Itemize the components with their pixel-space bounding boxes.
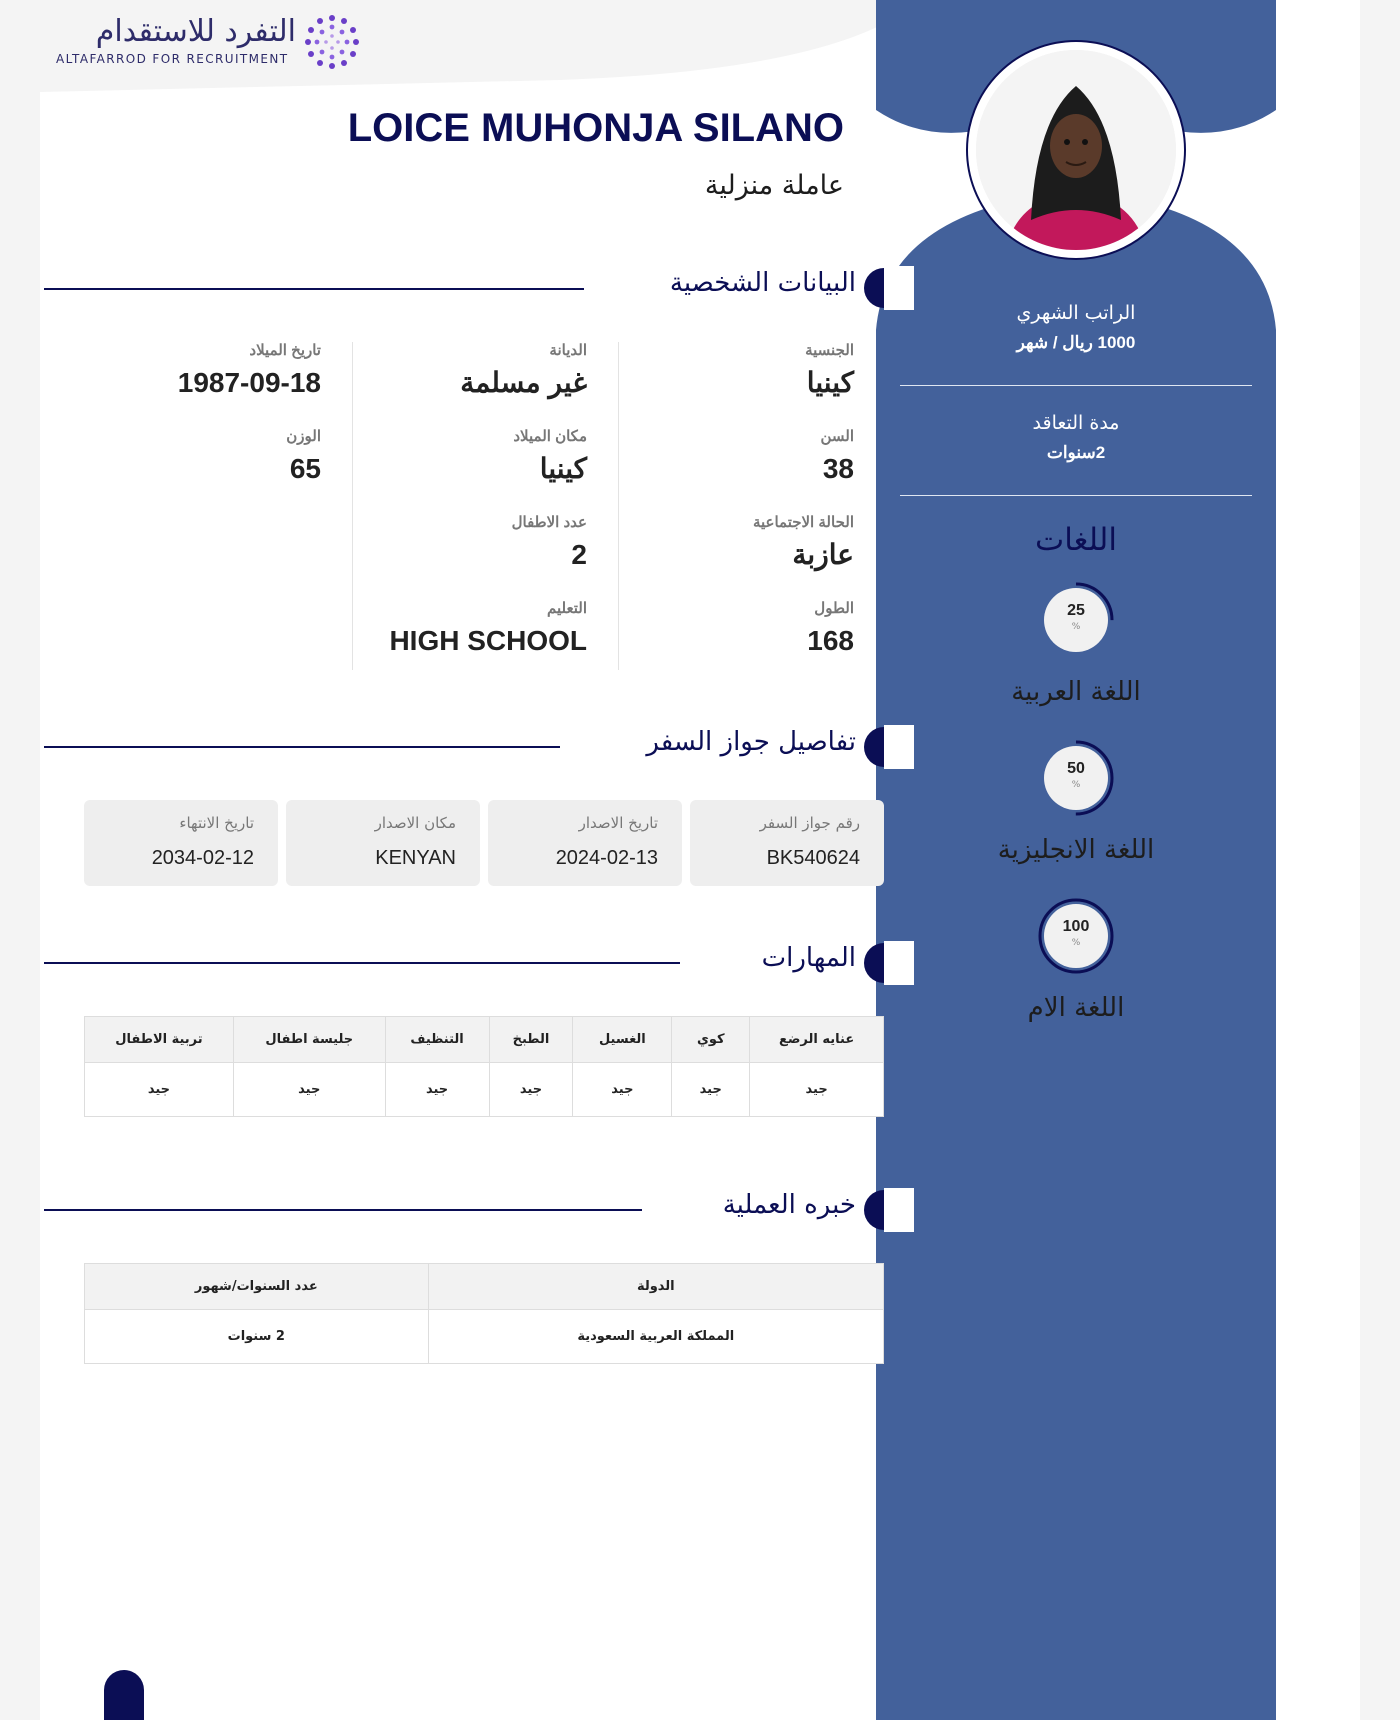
- passport-card: [488, 800, 682, 886]
- passport-value: 2034-02-12: [151, 847, 254, 869]
- field-value: كينيا: [806, 367, 854, 398]
- table-cell: جيد: [672, 1063, 750, 1117]
- field-label: مكان الميلاد: [513, 428, 587, 445]
- field-label: السن: [820, 428, 854, 445]
- section-line: [44, 288, 584, 290]
- table-cell: جيد: [385, 1063, 489, 1117]
- table-row: [85, 1063, 884, 1117]
- table-header: الطبخ: [489, 1017, 573, 1063]
- passport-card: [286, 800, 480, 886]
- experience-table: [84, 1263, 884, 1364]
- table-cell: 2 سنوات: [85, 1310, 429, 1364]
- salary-value: 1000 ريال / شهر: [1016, 333, 1136, 352]
- language-percent: 25: [1067, 602, 1085, 619]
- language-percent-unit: %: [1071, 622, 1081, 632]
- table-header: الغسيل: [573, 1017, 672, 1063]
- field-value: عازبة: [792, 539, 854, 570]
- skills-table: [84, 1016, 884, 1117]
- logo-dots-icon: [304, 14, 360, 70]
- table-header: الدولة: [428, 1264, 883, 1310]
- contract-value: 2سنوات: [1046, 443, 1106, 462]
- logo-english-name: ALTAFARROD FOR RECRUITMENT: [56, 52, 289, 66]
- field-value: 2: [571, 539, 587, 570]
- language-progress-ring: [1036, 580, 1116, 660]
- bullet-mask: [884, 725, 914, 769]
- field-label: الوزن: [286, 428, 321, 445]
- passport-label: رقم جواز السفر: [759, 814, 860, 832]
- bullet-mask: [884, 941, 914, 985]
- passport-label: تاريخ الاصدار: [578, 814, 658, 832]
- field-value: 168: [807, 625, 854, 656]
- profile-photo-frame: [966, 40, 1186, 260]
- company-logo: [56, 12, 360, 72]
- table-header: تربية الاطفال: [85, 1017, 234, 1063]
- field-value: كينيا: [539, 453, 587, 484]
- passport-card: [690, 800, 884, 886]
- field-label: تاريخ الميلاد: [249, 342, 321, 359]
- table-header: عدد السنوات/شهور: [85, 1264, 429, 1310]
- field-label: الطول: [814, 600, 854, 617]
- field-label: الديانة: [549, 342, 587, 359]
- language-progress-ring: [1036, 738, 1116, 818]
- field-label: الحالة الاجتماعية: [752, 514, 854, 531]
- section-line: [44, 962, 680, 964]
- column-divider: [618, 342, 619, 670]
- language-ring-background: [1044, 746, 1108, 810]
- passport-label: تاريخ الانتهاء: [179, 814, 254, 832]
- table-row: [85, 1310, 884, 1364]
- salary-block: [900, 298, 1252, 358]
- passport-value: KENYAN: [375, 847, 456, 869]
- field-value: HIGH SCHOOL: [389, 625, 587, 656]
- section-line: [44, 1209, 642, 1211]
- profile-photo: [976, 50, 1176, 250]
- contract-block: [900, 408, 1252, 468]
- table-header: عنايه الرضع: [750, 1017, 884, 1063]
- passport-value: 2024-02-13: [555, 847, 658, 869]
- language-name: اللغة العربية: [1011, 677, 1141, 707]
- bullet-mask: [884, 266, 914, 310]
- field-value: 65: [289, 453, 321, 484]
- field-value: 38: [822, 453, 854, 484]
- language-item: [900, 896, 1252, 1030]
- language-name: اللغة الانجليزية: [997, 835, 1155, 865]
- passport-card: [84, 800, 278, 886]
- passport-value: BK540624: [766, 847, 860, 869]
- table-header-row: [85, 1017, 884, 1063]
- language-ring-background: [1044, 588, 1108, 652]
- table-cell: جيد: [750, 1063, 884, 1117]
- section-line: [44, 746, 560, 748]
- field-value: غير مسلمة: [460, 367, 587, 398]
- personal-column-2: [360, 340, 587, 684]
- language-progress-ring: [1036, 896, 1116, 976]
- language-name: اللغة الام: [1027, 993, 1125, 1023]
- contract-label: مدة التعاقد: [1032, 412, 1120, 434]
- field-value: 1987-09-18: [177, 367, 321, 398]
- section-title-personal: البيانات الشخصية: [669, 268, 856, 298]
- field-label: الجنسية: [805, 342, 854, 359]
- table-header: كوي: [672, 1017, 750, 1063]
- section-title-passport: تفاصيل جواز السفر: [646, 727, 856, 757]
- person-photo-icon: [976, 50, 1176, 250]
- table-header: التنظيف: [385, 1017, 489, 1063]
- languages-title: اللغات: [1035, 522, 1117, 558]
- field-label: عدد الاطفال: [511, 514, 587, 531]
- salary-label: الراتب الشهري: [1016, 302, 1136, 324]
- field-label: التعليم: [547, 600, 587, 617]
- table-cell: جيد: [489, 1063, 573, 1117]
- table-cell: جيد: [573, 1063, 672, 1117]
- passport-label: مكان الاصدار: [374, 814, 456, 832]
- section-title-skills: المهارات: [761, 943, 856, 973]
- language-percent-unit: %: [1071, 938, 1081, 948]
- language-item: [900, 580, 1252, 714]
- language-ring-background: [1044, 904, 1108, 968]
- candidate-name: LOICE MUHONJA SILANO: [347, 106, 844, 150]
- language-percent: 50: [1067, 760, 1085, 777]
- column-divider: [352, 342, 353, 670]
- bullet-mask: [884, 1188, 914, 1232]
- job-title: عاملة منزلية: [704, 170, 844, 201]
- table-cell: جيد: [85, 1063, 234, 1117]
- decorative-tab: [104, 1670, 144, 1720]
- language-percent: 100: [1062, 918, 1090, 935]
- personal-column-3: [100, 340, 321, 512]
- table-header-row: [85, 1264, 884, 1310]
- table-header: جليسة اطفال: [233, 1017, 385, 1063]
- table-cell: المملكة العربية السعودية: [428, 1310, 883, 1364]
- language-item: [900, 738, 1252, 872]
- sidebar-divider: [900, 495, 1252, 496]
- section-title-experience: خبره العملية: [722, 1190, 856, 1220]
- sidebar-divider: [900, 385, 1252, 386]
- language-percent-unit: %: [1071, 780, 1081, 790]
- personal-column-1: [620, 340, 854, 684]
- table-cell: جيد: [233, 1063, 385, 1117]
- logo-arabic-name: التفرد للاستقدام: [95, 14, 296, 49]
